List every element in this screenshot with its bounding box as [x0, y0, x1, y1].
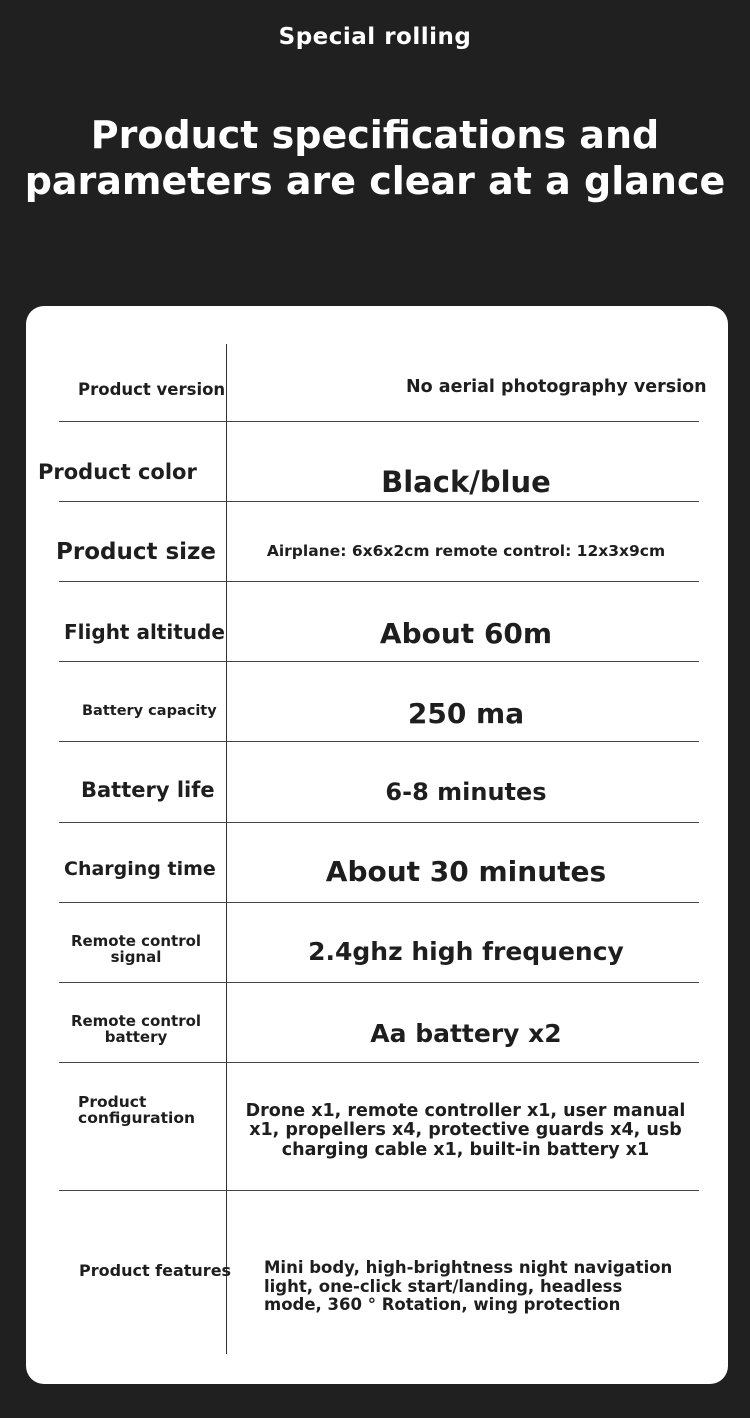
- row-divider: [59, 1190, 699, 1191]
- row-divider: [59, 581, 699, 582]
- spec-label-product-color: Product color: [38, 459, 197, 484]
- spec-value-product-version: No aerial photography version: [406, 377, 707, 398]
- spec-label-remote-control-battery: Remote control battery: [70, 1012, 202, 1046]
- row-divider: [59, 822, 699, 823]
- headline-line-2: parameters are clear at a glance: [24, 159, 726, 203]
- spec-label-remote-control-signal: Remote control signal: [70, 932, 202, 966]
- row-divider: [59, 421, 699, 422]
- spec-label-product-size: Product size: [56, 538, 217, 565]
- headline: [0, 112, 750, 204]
- spec-label-product-features: Product features: [79, 1260, 232, 1280]
- top-title: Special rolling: [278, 24, 472, 50]
- spec-value-flight-altitude: About 60m: [379, 617, 553, 651]
- spec-label-flight-altitude: Flight altitude: [64, 619, 225, 644]
- column-divider: [226, 344, 227, 1354]
- spec-label-product-version: Product version: [78, 380, 226, 400]
- spec-value-product-features: Mini body, high-brightness night navigation light, one-click start/landing, headless mode, 360 ° Rotation, wing protection: [264, 1258, 673, 1315]
- spec-value-product-configuration: Drone x1, remote controller x1, user manual x1, propellers x4, protective guards x4, usb charging cable x1, built-in battery x1: [245, 1100, 686, 1160]
- spec-card: [26, 306, 728, 1384]
- spec-label-product-configuration: Product configuration: [78, 1092, 195, 1127]
- headline-line-1: Product specifications and: [90, 113, 660, 157]
- spec-label-battery-life: Battery life: [81, 777, 215, 802]
- spec-value-remote-control-battery: Aa battery x2: [370, 1019, 562, 1048]
- row-divider: [59, 982, 699, 983]
- row-divider: [59, 902, 699, 903]
- spec-label-charging-time: Charging time: [64, 858, 216, 881]
- spec-value-battery-capacity: 250 ma: [407, 697, 525, 731]
- spec-label-battery-capacity: Battery capacity: [82, 703, 217, 720]
- spec-value-product-color: Black/blue: [381, 464, 551, 499]
- row-divider: [59, 741, 699, 742]
- spec-value-battery-life: 6-8 minutes: [385, 777, 547, 806]
- row-divider: [59, 1062, 699, 1063]
- spec-value-remote-control-signal: 2.4ghz high frequency: [308, 937, 624, 966]
- spec-value-product-size: Airplane: 6x6x2cm remote control: 12x3x9cm: [266, 542, 666, 561]
- spec-value-charging-time: About 30 minutes: [325, 855, 607, 889]
- row-divider: [59, 661, 699, 662]
